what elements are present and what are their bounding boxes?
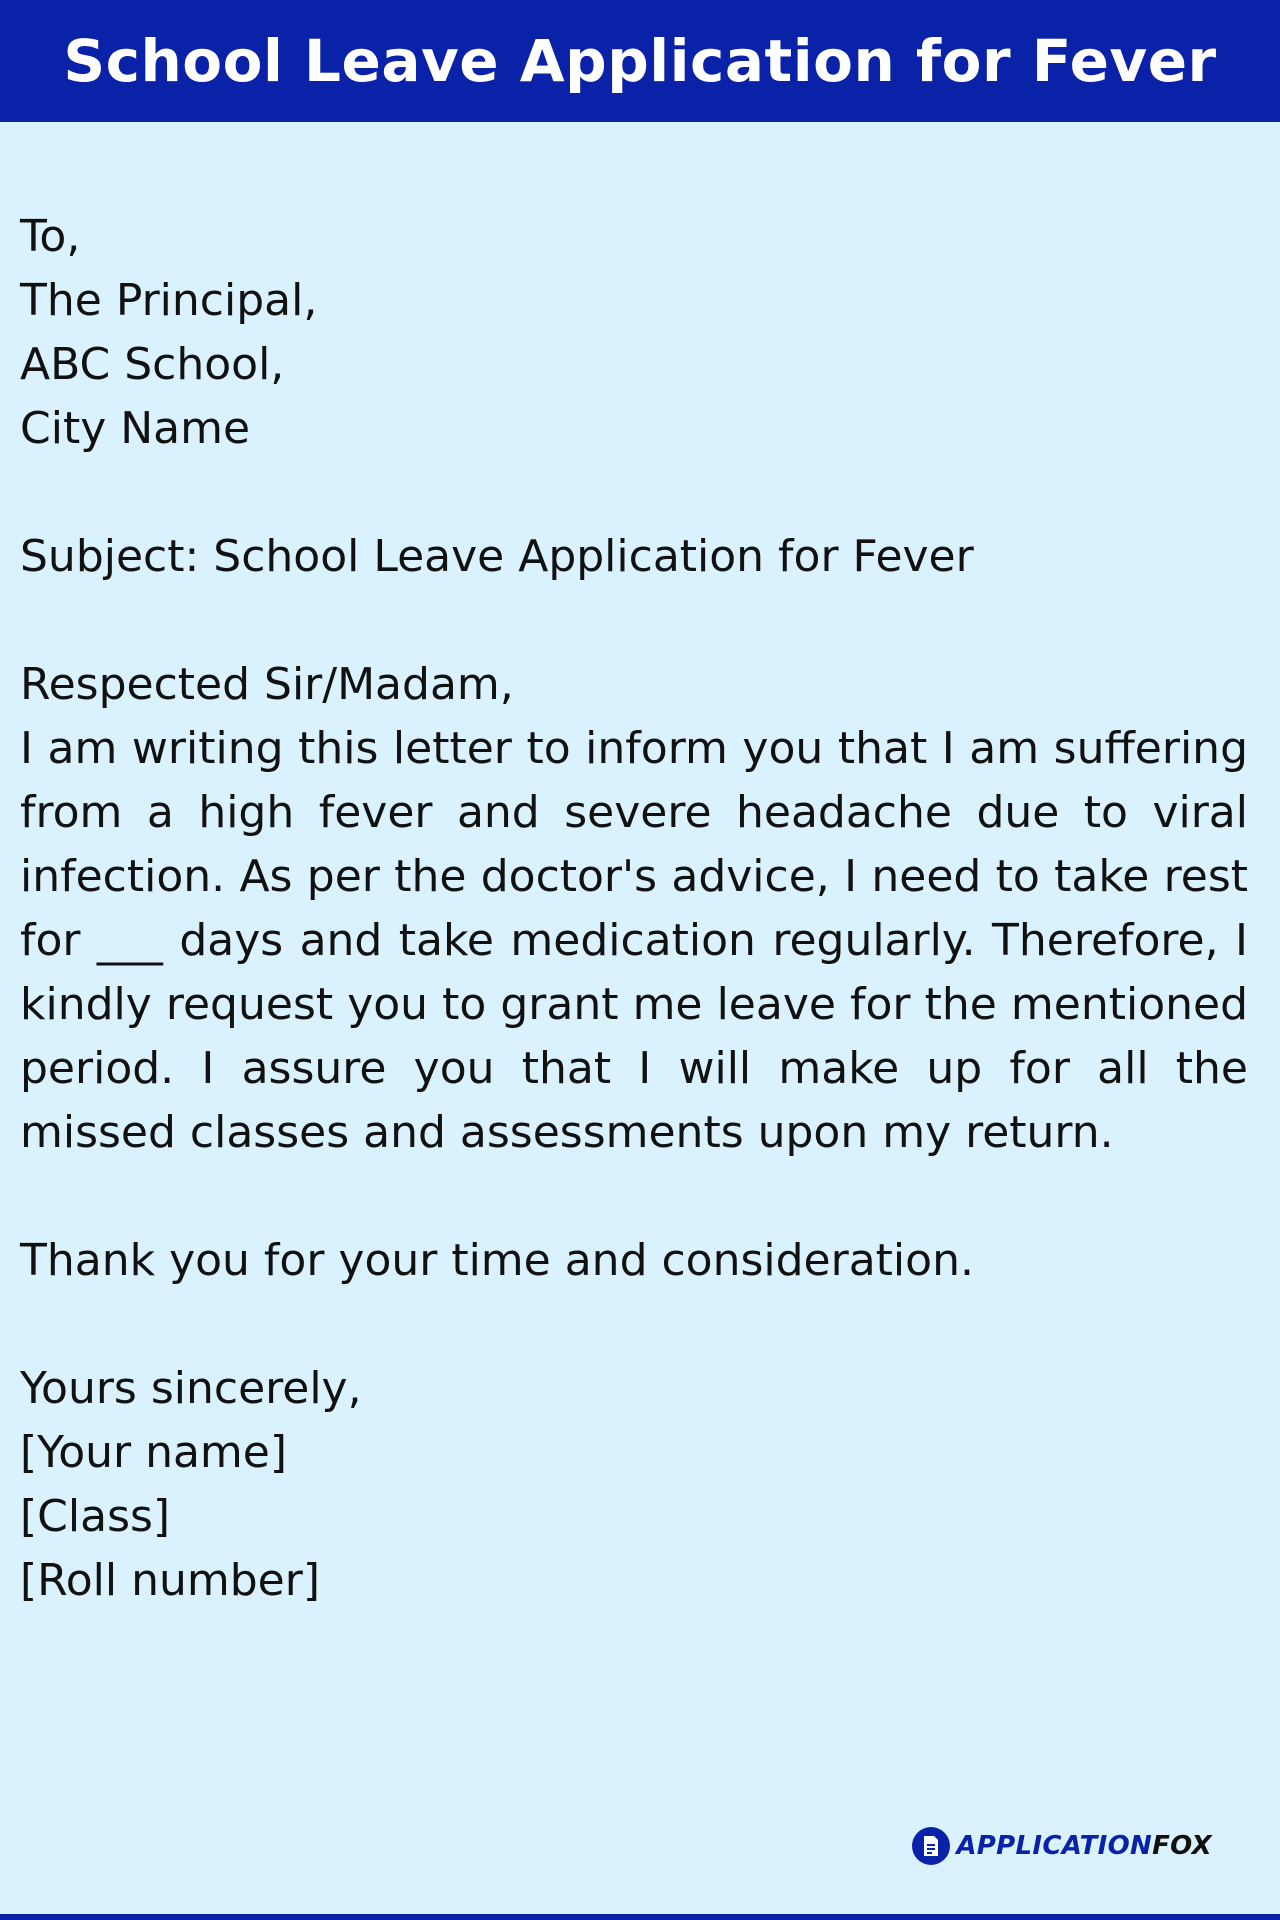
spacer bbox=[20, 461, 1248, 525]
signature-line: [Roll number] bbox=[20, 1555, 321, 1606]
page-header bbox=[0, 0, 1280, 122]
logo-text-secondary: FOX bbox=[1152, 1831, 1212, 1861]
spacer bbox=[20, 1165, 1248, 1229]
bottom-border bbox=[0, 1914, 1280, 1920]
page-title: School Leave Application for Fever bbox=[63, 27, 1217, 95]
body-paragraph: I am writing this letter to inform you that I am suffering from a high fever and severe headache due to viral infection. As per the doctor's advice, I need to take rest for ___ days and take medication regularly. Therefore, I kindly request you to grant me leave for the mentioned period. I assure you that I will make up for all the missed classes and assessments upon my return. bbox=[20, 723, 1248, 1158]
subject-line: Subject: School Leave Application for Fever bbox=[20, 531, 974, 582]
address-line: City Name bbox=[20, 403, 251, 454]
signature-line: [Your name] bbox=[20, 1427, 288, 1478]
signature-line: [Class] bbox=[20, 1491, 171, 1542]
brand-logo bbox=[912, 1827, 1212, 1865]
letter-content bbox=[20, 205, 1248, 1613]
spacer bbox=[20, 1293, 1248, 1357]
logo-wordmark bbox=[956, 1831, 1212, 1861]
thanks-line: Thank you for your time and consideration. bbox=[20, 1235, 974, 1286]
salutation: Respected Sir/Madam, bbox=[20, 659, 514, 710]
closing-line: Yours sincerely, bbox=[20, 1363, 362, 1414]
address-line: The Principal, bbox=[20, 275, 318, 326]
document-icon bbox=[912, 1827, 950, 1865]
logo-text-primary: APPLICATION bbox=[956, 1831, 1153, 1861]
spacer bbox=[20, 589, 1248, 653]
address-line: ABC School, bbox=[20, 339, 285, 390]
address-line: To, bbox=[20, 211, 81, 262]
